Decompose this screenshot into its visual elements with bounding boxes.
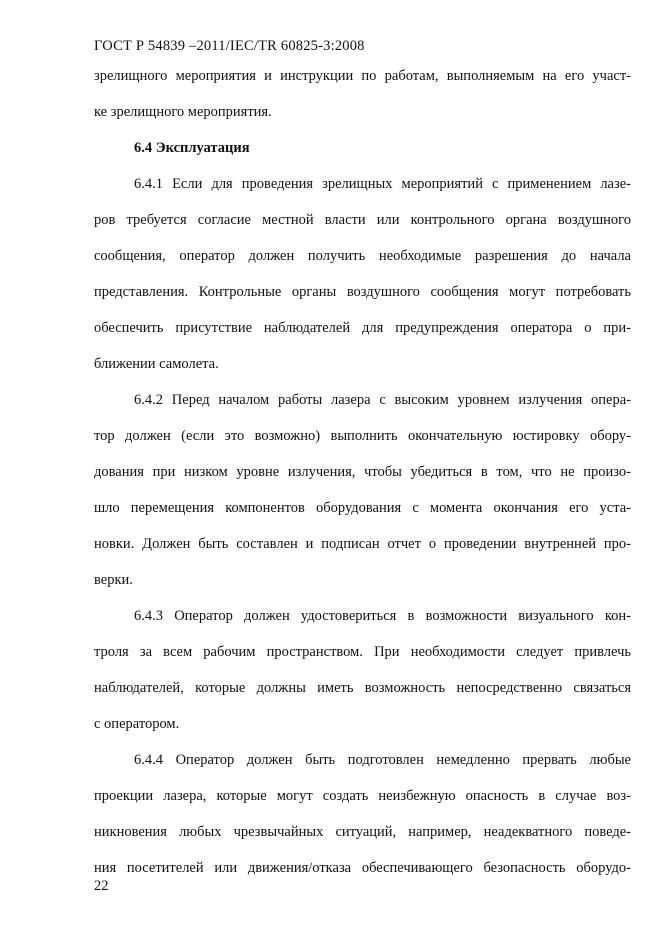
text-line: наблюдателей, которые должны иметь возможность непосредственно связаться <box>94 680 631 696</box>
text-line: верки. <box>94 572 133 588</box>
text-line: шло перемещения компонентов оборудования с момента окончания его уста- <box>94 500 631 516</box>
text-line: троля за всем рабочим пространством. При необходимости следует привлечь <box>94 644 631 660</box>
body-text <box>94 58 631 886</box>
text-line: ке зрелищного мероприятия. <box>94 104 272 120</box>
text-line: новки. Должен быть составлен и подписан отчет о проведении внутренней про- <box>94 536 631 552</box>
text-line: никновения любых чрезвычайных ситуаций, например, неадекватного поведе- <box>94 824 631 840</box>
text-line: зрелищного мероприятия и инструкции по работам, выполняемым на его участ- <box>94 68 631 84</box>
text-line: ближении самолета. <box>94 356 219 372</box>
document-header: ГОСТ Р 54839 –2011/IEC/TR 60825-3:2008 <box>94 38 365 54</box>
text-line: сообщения, оператор должен получить необходимые разрешения до начала <box>94 248 631 264</box>
text-line: ния посетителей или движения/отказа обеспечивающего безопасность оборудо- <box>94 860 631 876</box>
page-number: 22 <box>94 878 109 894</box>
text-line: с оператором. <box>94 716 180 732</box>
text-line: дования при низком уровне излучения, чтобы убедиться в том, что не произо- <box>94 464 631 480</box>
text-line: проекции лазера, которые могут создать неизбежную опасность в случае воз- <box>94 788 631 804</box>
text-line: 6.4.4 Оператор должен быть подготовлен немедленно прервать любые <box>134 752 631 768</box>
text-line: ров требуется согласие местной власти или контрольного органа воздушного <box>94 212 631 228</box>
section-heading: 6.4 Эксплуатация <box>134 140 250 156</box>
text-line: обеспечить присутствие наблюдателей для предупреждения оператора о при- <box>94 320 631 336</box>
text-line: тор должен (если это возможно) выполнить окончательную юстировку обору- <box>94 428 631 444</box>
text-line: 6.4.3 Оператор должен удостовериться в возможности визуального кон- <box>134 608 631 624</box>
text-line: 6.4.1 Если для проведения зрелищных мероприятий с применением лазе- <box>134 176 631 192</box>
text-line: 6.4.2 Перед началом работы лазера с высоким уровнем излучения опера- <box>134 392 631 408</box>
text-line: представления. Контрольные органы воздушного сообщения могут потребовать <box>94 284 631 300</box>
